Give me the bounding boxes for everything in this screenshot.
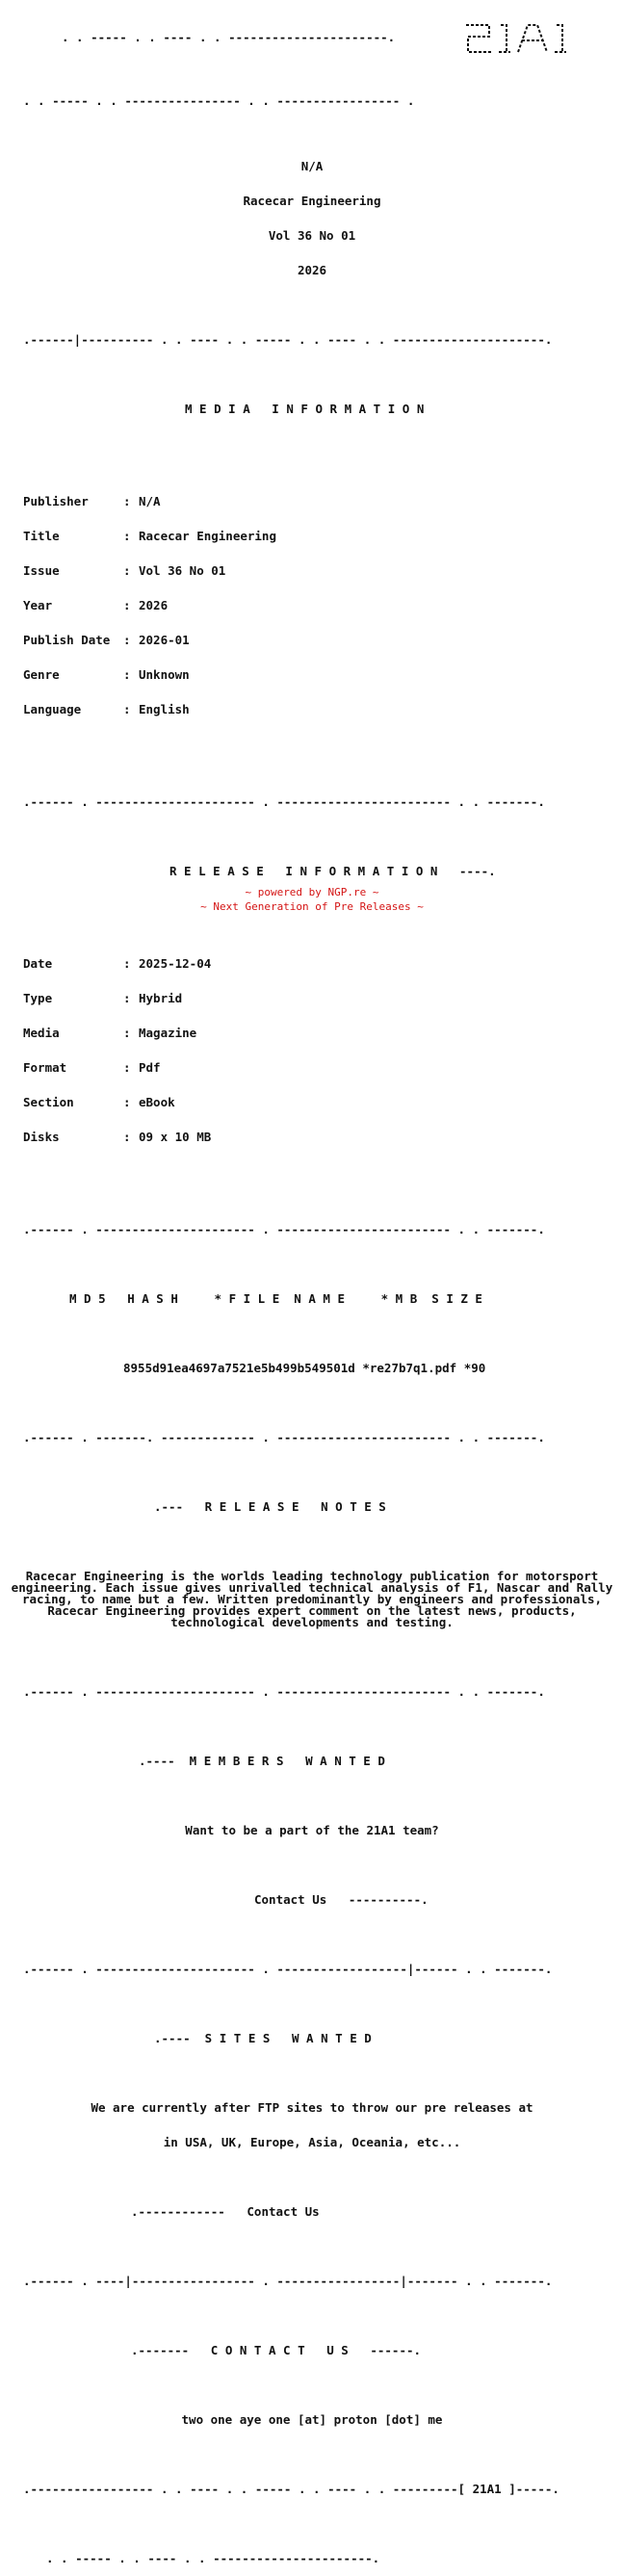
media-info-table — [0, 473, 624, 739]
release-row-format: Format : Pdf — [23, 1060, 161, 1075]
header-rule-mid: . . ----- . . ---------------- . . ----------------- . — [23, 93, 415, 108]
release-heading: R E L E A S E I N F O R M A T I O N ----. — [169, 864, 496, 878]
contact-email: two one aye one [at] proton [dot] me — [181, 2412, 443, 2427]
release-info-table — [0, 935, 624, 1166]
media-row-issue: Issue : Vol 36 No 01 — [23, 563, 226, 578]
header-issue: Vol 36 No 01 — [268, 228, 356, 243]
media-row-year: Year : 2026 — [23, 598, 169, 612]
footer-tagline: ~ Next Generation of Pre Releases ~ — [200, 900, 424, 913]
release-notes-text: Racecar Engineering is the worlds leading technology publication for motorsport engineering. Each issue gives unrivalled technical analysis of F1, Nascar and Rally racing, to name but a few. Written predominantly by engineers and professionals, Racecar Engineering provides expert comment on the latest news, products, technological developments and testing. — [11, 1569, 613, 1629]
header-rule-top: . . ----- . . ---- . . ----------------------. — [62, 30, 396, 44]
media-row-title: Title : Racecar Engineering — [23, 529, 276, 543]
release-row-media: Media : Magazine — [23, 1026, 197, 1040]
media-row-publisher: Publisher : N/A — [23, 494, 161, 508]
release-rule: .------ . ---------------------- . ------------------------ . . -------. — [23, 794, 545, 809]
members-contact: Contact Us ----------. — [254, 1892, 429, 1907]
members-question: Want to be a part of the 21A1 team? — [185, 1823, 439, 1837]
hash-heading: M D 5 H A S H * F I L E N A M E * M B S I Z E — [69, 1291, 482, 1306]
sites-rule: .------ . ---------------------- . ------------------|------ . . -------. — [23, 1962, 553, 1976]
release-row-date: Date : 2025-12-04 — [23, 956, 212, 971]
contact-rule: .------ . ----|----------------- . -----------------|------- . . -------. — [23, 2274, 553, 2288]
bottom-rule-2: . . ----- . . ---- . . ----------------------. — [46, 2551, 380, 2565]
media-row-publish-date: Publish Date : 2026-01 — [23, 633, 190, 647]
sites-text-1: We are currently after FTP sites to throw our pre releases at — [91, 2100, 533, 2115]
release-row-section: Section : eBook — [23, 1095, 175, 1109]
media-row-genre: Genre : Unknown — [23, 667, 190, 682]
notes-rule: .------ . -------. ------------- . ------------------------ . . -------. — [23, 1430, 545, 1444]
header-title: Racecar Engineering — [243, 194, 381, 208]
footer — [0, 885, 624, 914]
members-heading: .---- M E M B E R S W A N T E D — [139, 1754, 385, 1768]
footer-powered-by: ~ powered by NGP.re ~ — [245, 886, 379, 898]
release-row-disks: Disks : 09 x 10 MB — [23, 1130, 212, 1144]
contact-heading: .------- C O N T A C T U S ------. — [131, 2343, 422, 2357]
media-row-language: Language : English — [23, 702, 190, 716]
media-rule: .------|---------- . . ---- . . ----- . . ---- . . ---------------------. — [23, 332, 553, 347]
media-heading: M E D I A I N F O R M A T I O N — [185, 402, 425, 416]
nfo-document — [0, 9, 624, 2576]
sites-text-2: in USA, UK, Europe, Asia, Oceania, etc... — [163, 2135, 461, 2149]
hash-value: 8955d91ea4697a7521e5b499b549501d *re27b7q1.pdf *90 — [123, 1361, 486, 1375]
bottom-rule-1: .----------------- . . ---- . . ----- . . ---- . . ---------[ 21A1 ]-----. — [23, 2482, 559, 2496]
header-year: 2026 — [297, 263, 327, 277]
sites-contact: .------------ Contact Us — [131, 2204, 320, 2219]
notes-heading: .--- R E L E A S E N O T E S — [154, 1499, 386, 1514]
header-publisher: N/A — [300, 159, 324, 173]
members-rule: .------ . ---------------------- . ------------------------ . . -------. — [23, 1684, 545, 1699]
release-row-type: Type : Hybrid — [23, 991, 183, 1005]
sites-heading: .---- S I T E S W A N T E D — [154, 2031, 372, 2045]
hash-rule: .------ . ---------------------- . ------------------------ . . -------. — [23, 1222, 545, 1236]
